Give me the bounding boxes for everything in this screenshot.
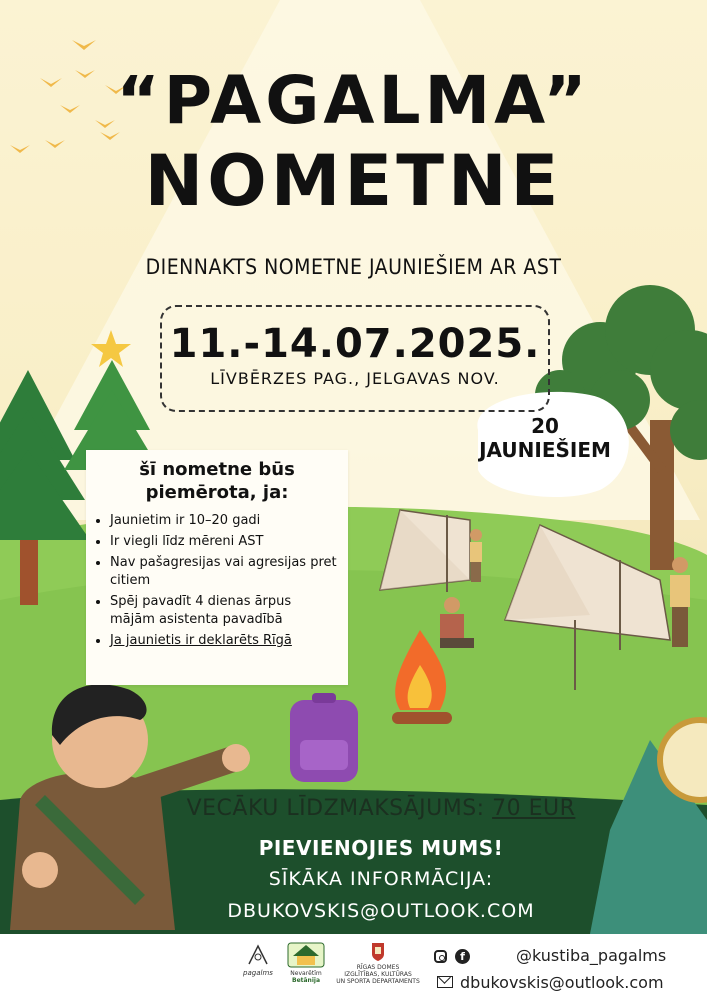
pagalms-logo-text: pagalms <box>243 969 273 977</box>
participants-count: 20 <box>531 414 559 438</box>
eligibility-heading: šī nometne būs piemērota, ja: <box>139 459 295 503</box>
payment-label: VECĀKU LĪDZMAKSĀJUMS: <box>186 796 485 821</box>
camper-standing <box>470 529 482 582</box>
parent-payment <box>156 796 606 821</box>
riga-department-logo <box>332 942 424 985</box>
betanija-logo <box>285 942 327 984</box>
pagalms-logo <box>242 942 274 977</box>
eligibility-card <box>86 450 348 685</box>
date-box <box>160 305 550 412</box>
pagalms-logo-icon <box>246 942 270 968</box>
mail-icon <box>437 976 453 988</box>
eligibility-item-link[interactable]: • Ja jaunietis ir deklarēts Rīgā <box>110 632 340 650</box>
facebook-icon[interactable]: f <box>455 949 470 964</box>
title-line-2: NOMETNE <box>144 140 563 222</box>
participants-badge <box>470 398 620 498</box>
camp-location: LĪVBĒRZES PAG., JELGAVAS NOV. <box>210 369 500 388</box>
contact-email[interactable]: dbukovskis@outlook.com <box>460 973 664 992</box>
footer <box>0 934 707 1000</box>
camp-dates: 11.-14.07.2025. <box>169 321 541 367</box>
riga-logo-line3: UN SPORTA DEPARTAMENTS <box>336 978 420 985</box>
subtitle: DIENNAKTS NOMETNE JAUNIEŠIEM AR AST <box>145 255 562 279</box>
riga-logo-line2: IZGLĪTĪBAS, KULTŪRAS <box>344 971 412 978</box>
payment-amount: 70 EUR <box>492 796 576 821</box>
riga-coat-of-arms-icon <box>371 942 385 962</box>
eligibility-item: • Ir viegli līdz mēreni AST <box>110 533 340 551</box>
backpack <box>290 693 358 782</box>
instagram-icon[interactable] <box>434 950 447 963</box>
join-us-cta: PIEVIENOJIES MUMS! <box>258 836 504 860</box>
betanija-logo-line1: Nevarētīm <box>290 970 322 977</box>
bird-icon <box>72 40 96 50</box>
contact-email-large[interactable]: DBUKOVSKIS@OUTLOOK.COM <box>227 900 535 922</box>
title-line-1: “PAGALMA” <box>116 62 591 139</box>
more-info-label: SĪKĀKA INFORMĀCIJA: <box>268 868 494 890</box>
social-handle[interactable]: @kustiba_pagalms <box>516 946 667 965</box>
eligibility-list <box>86 512 348 650</box>
betanija-logo-line2: Betānija <box>292 977 320 984</box>
eligibility-item: • Nav pašagresijas vai agresijas pret citiem <box>110 554 340 590</box>
riga-logo-line1: RĪGAS DOMES <box>356 964 400 971</box>
participants-label: JAUNIEŠIEM <box>479 438 611 462</box>
eligibility-item: • Spēj pavadīt 4 dienas ārpus mājām asistenta pavadībā <box>110 593 340 629</box>
eligibility-item: • Jaunietim ir 10–20 gadi <box>110 512 340 530</box>
oak-trunk <box>650 420 674 570</box>
betanija-logo-icon <box>287 942 325 968</box>
